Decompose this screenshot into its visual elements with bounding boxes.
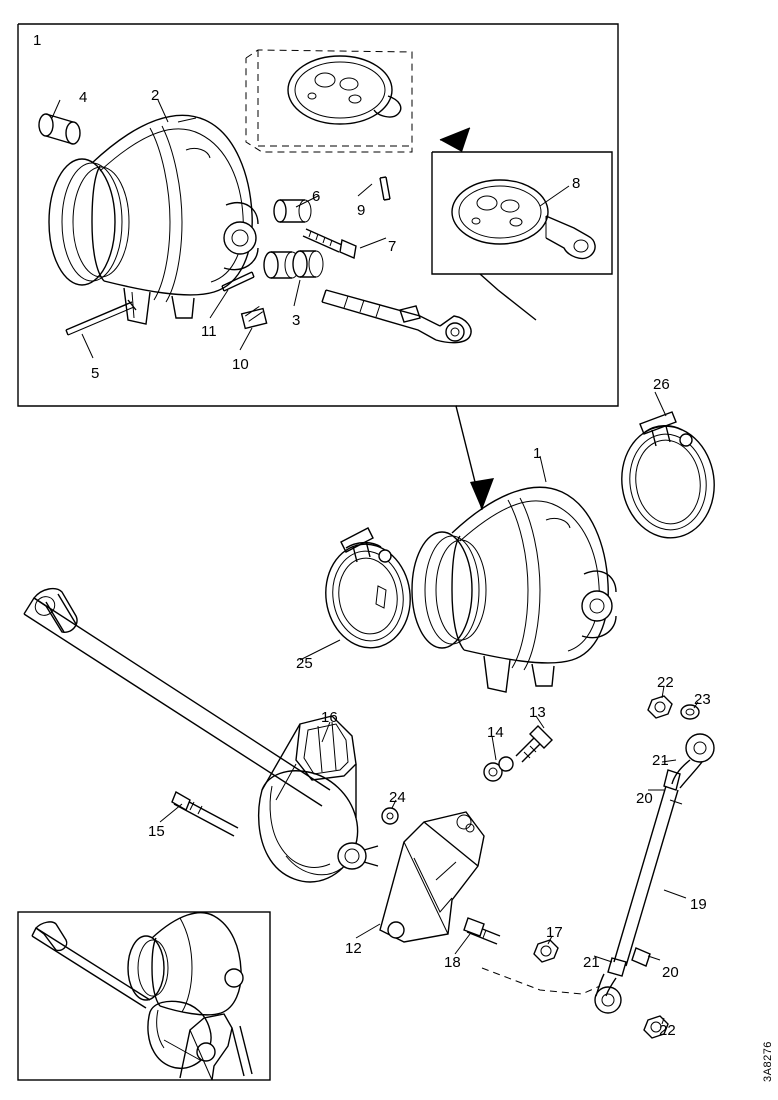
callout-15: 15 (148, 823, 165, 840)
part-code-label: 3A8276 (762, 1041, 774, 1082)
callout-12: 12 (345, 940, 362, 957)
pin-part-9 (380, 177, 390, 200)
v-band-clamp-26 (615, 412, 722, 544)
callout-13: 13 (529, 704, 546, 721)
leader-lines-top (52, 100, 569, 358)
v-band-clamp-25 (319, 528, 417, 653)
bushing-part-6 (274, 200, 311, 222)
callout-2: 2 (151, 87, 160, 104)
callout-11: 11 (201, 323, 217, 340)
bolt-part-13 (516, 726, 552, 762)
washer-part-24 (382, 808, 398, 824)
callout-17: 17 (546, 924, 563, 941)
clip-part-10 (242, 306, 267, 329)
callout-6: 6 (312, 188, 321, 205)
inset-flange-panel-frame (432, 128, 612, 320)
callout-7: 7 (388, 238, 397, 255)
callout-3: 3 (292, 312, 301, 329)
callout-24: 24 (389, 789, 406, 806)
callout-5: 5 (91, 365, 100, 382)
callout-10: 10 (232, 356, 249, 373)
nut-part-17 (534, 940, 558, 962)
callout-8: 8 (572, 175, 581, 192)
actuator-housing-16 (259, 716, 378, 882)
callout-22-lower: 22 (659, 1022, 676, 1039)
link-rod-part (322, 290, 471, 343)
callout-20-lower: 20 (662, 964, 679, 981)
callout-18: 18 (444, 954, 461, 971)
callout-25: 25 (296, 655, 313, 672)
callout-4: 4 (79, 89, 88, 106)
cover-plate-top (288, 56, 401, 124)
callout-19: 19 (690, 896, 707, 913)
callout-23: 23 (694, 691, 711, 708)
callout-21-lower: 21 (583, 954, 600, 971)
panel-leader-arrow (420, 406, 494, 510)
bolt-part-15 (172, 792, 238, 836)
cover-plate-alignment-dashes (246, 50, 412, 152)
bolt-part-5 (66, 300, 136, 335)
callout-20: 20 (636, 790, 653, 807)
callout-22: 22 (657, 674, 674, 691)
callout-9: 9 (357, 202, 366, 219)
link-rod-part-19 (595, 696, 714, 1038)
inset-lower-assembly-detail (32, 913, 252, 1080)
bolt-part-18 (464, 918, 500, 944)
callout-21: 21 (652, 752, 669, 769)
callout-26: 26 (653, 376, 670, 393)
drive-shaft-assembly (24, 589, 330, 806)
main-detail-panel-frame (18, 24, 618, 406)
callout-1-middle: 1 (533, 445, 542, 462)
exhaust-housing-middle (412, 487, 616, 692)
sleeve-part-4 (39, 114, 80, 144)
callout-1: 1 (33, 32, 42, 49)
lower-alignment-dashes (482, 968, 600, 994)
bushing-part-3 (264, 251, 323, 278)
bushing-part-14 (484, 757, 513, 781)
callout-16: 16 (321, 709, 338, 726)
bolt-part-7 (303, 229, 356, 258)
callout-14: 14 (487, 724, 504, 741)
leader-lines-lower (160, 392, 698, 1024)
